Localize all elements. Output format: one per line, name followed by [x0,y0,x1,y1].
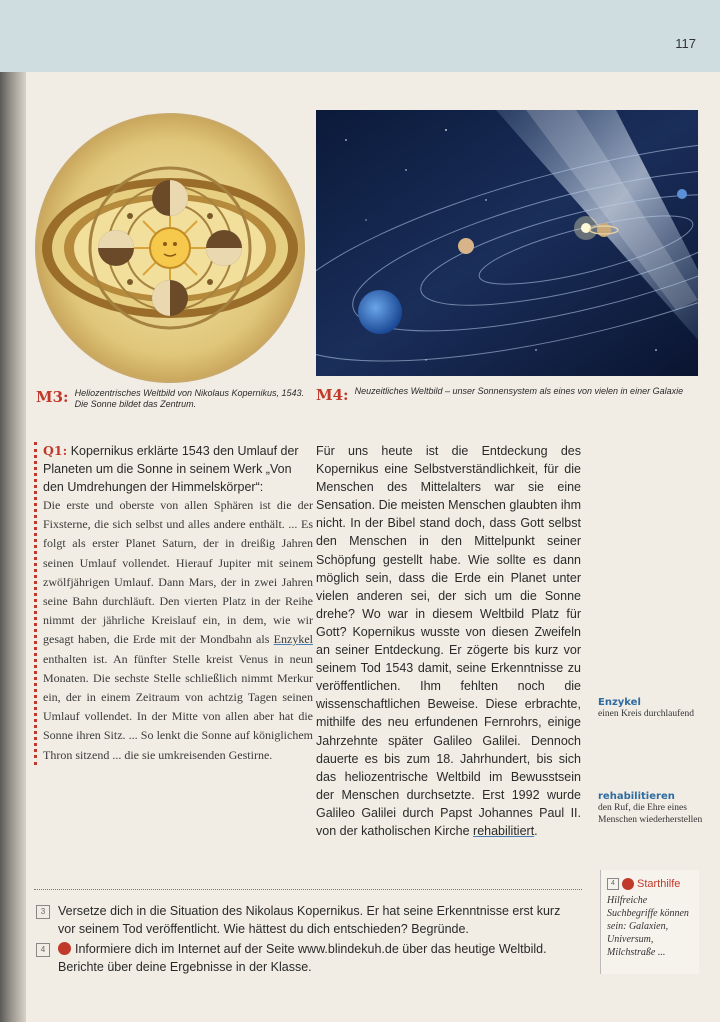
main-text-part1: Für uns heute ist die Entdeckung des Kopernikus eine Selbstverständlichkeit, für die Menschen des Mittelalters war sie eine Sensation. Die meisten Menschen glaubten ihm nicht. In der Bibel stand doch, dass Gott selbst den Menschen in den Mittelpunkt seiner Schöpfung gestellt habe. Wie sollte es dann möglich sein, dass die Erde ein Planet unter vielen anderen sei, der sich um die Sonne drehe? Wo war in diesem Weltbild Platz für Gott? Kopernikus wusste von diesen Zweifeln an seiner Entdeckung. Er zögerte bis kurz vor seinem Tod 1543 damit, seine Erkenntnisse zu veröffentlichen. Ihm fehlten noch die wissenschaftlichen Beweise. Diese erbrachte, mithilfe des neu erfundenen Fernrohrs, einige Jahrzehnte später Galileo Galilei. Dennoch dauerte es bis zum 18. Jahrhundert, bis sich das heliozentrische Weltbild im Bewusstsein der Menschen durchsetzte. Erst 1992 wurde Galileo Galilei durch Papst Johannes Paul II. von der katholischen Kirche [316,444,581,838]
glossary-term: Enzykel [598,697,641,708]
heliocentric-diagram-image [34,112,306,384]
page-number: 117 [675,36,696,51]
starthilfe-number: 4 [607,878,619,890]
q1-quote-part1: Die erste und oberste von allen Sphären ist die der Fixsterne, die sich selbst und alles andere enthält. ... Es folgt als erster Planet Saturn, der in dreißig Jahren seinen Umlauf vollendet. Hierauf Jupiter mit seinem zwölfjährigen Umlauf. Dann Mars, der in zwei Jahren seine Bahn durchläuft. Den vierten Platz in der Reihe nimmt der jährliche Kreislauf ein, in dem, wie wir gesagt haben, die Erde mit der Mondbahn als [43,498,313,647]
enzykel-glossary-link[interactable]: Enzykel [273,632,313,647]
m4-label: M4: [316,386,349,404]
main-text-part2: . [534,823,538,838]
starthilfe-text: Hilfreiche Suchbegriffe können sein: Galaxien, Universum, Milchstraße ... [607,895,689,958]
task-number: 4 [36,943,50,957]
q1-label: Q1: [43,443,68,458]
q1-intro-text: Kopernikus erklärte 1543 den Umlauf der Planeten um die Sonne in seinem Werk „Von den Umdrehungen der Himmelskörper“: [43,444,299,494]
q1-intro [43,442,313,496]
main-text [316,442,581,840]
internet-task-icon [58,942,71,955]
m4-caption-text: Neuzeitliches Weltbild – unser Sonnensystem als eines von vielen in einer Galaxie [354,386,684,396]
m3-caption [36,388,306,410]
q1-quote [43,496,313,765]
glossary-definition: den Ruf, die Ehre eines Menschen wiederherstellen [598,803,703,825]
glossary-entry [598,791,708,826]
task-number: 3 [36,905,50,919]
m3-caption-text: Heliozentrisches Weltbild von Nikolaus Kopernikus, 1543. Die Sonne bildet das Zentrum. [74,388,305,409]
source-q1 [34,442,313,765]
task-text: Informiere dich im Internet auf der Seite www.blindekuh.de über das heutige Weltbild. Berichte über deine Ergebnisse in der Klasse. [58,942,547,974]
section-divider [34,889,582,890]
task-text: Versetze dich in die Situation des Nikolaus Kopernikus. Er hat seine Erkenntnisse erst kurz vor seinem Tod veröffentlicht. Wie hättest du dich entschieden? Begründe. [58,904,561,936]
task-item [36,940,581,976]
header-band [0,0,720,72]
starthilfe-header [607,878,699,890]
glossary-term: rehabilitieren [598,791,675,802]
rehabilitiert-glossary-link[interactable]: rehabilitiert [473,823,535,838]
task-item [36,902,581,938]
solar-system-galaxy-image [316,110,698,376]
starthilfe-title: Starthilfe [637,878,681,890]
glossary-definition: einen Kreis durchlaufend [598,709,695,719]
starthilfe-icon [622,878,634,890]
m3-label: M3: [36,388,69,406]
m4-caption [316,386,698,404]
starthilfe-box [600,870,699,974]
task-list [36,902,581,978]
q1-quote-part2: enthalten ist. An fünfter Stelle kreist Venus in neun Monaten. Die sechste Stelle schließlich nimmt Merkur ein, der in einem Zeitraum von achtzig Tagen seinen Umlauf vollendet. In der Mitte von allen aber hat die Sonne ihren Sitz. ... So lenkt die Sonne auf königlichem Thron sitzend ... die sie umkreisenden Gestirne. [43,651,313,762]
book-binding-shadow [0,72,26,1022]
glossary-entry [598,697,708,720]
